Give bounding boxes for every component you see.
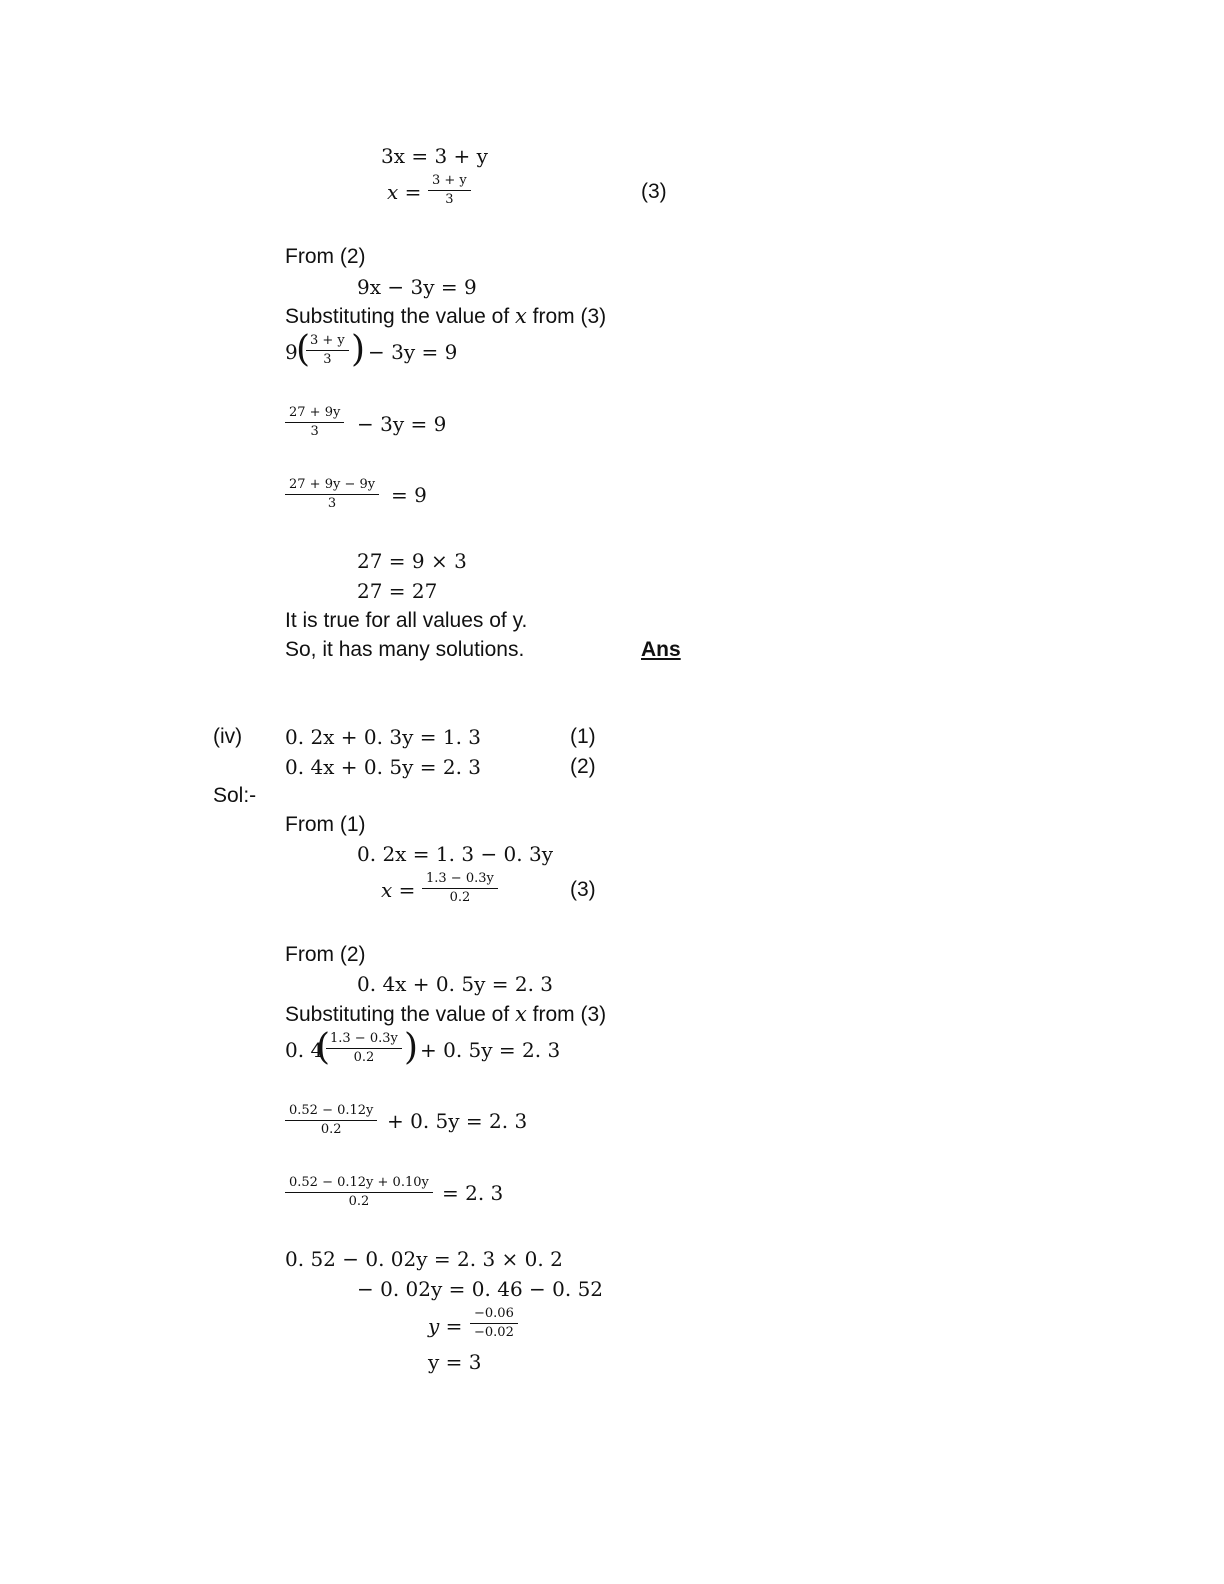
fraction-numerator: 3 + y [428,174,471,191]
t3-rest: = 2. 3 [442,1181,504,1205]
left-paren: ( [296,329,311,370]
solution-label: Sol:- [213,784,257,807]
from-2-heading: From (2) [285,245,366,268]
fraction-denominator: −0.02 [474,1325,514,1340]
step2-rest: − 3y = 9 [357,412,447,436]
equation-label-3: (3) [641,180,667,203]
subst-post: from (3) [526,1003,607,1026]
fraction-t6 [470,1307,518,1340]
step1-rest: − 3y = 9 [368,340,458,364]
equation-27a: 27 = 9 × 3 [357,549,467,573]
answer-marker: Ans [641,638,681,661]
fraction-iv-x [422,872,498,905]
true-statement: It is true for all values of y. [285,609,528,632]
fraction-denominator: 0.2 [348,1194,370,1209]
right-paren: ) [351,329,366,370]
fraction-numerator: −0.06 [470,1307,518,1324]
subst-var: x [515,1002,527,1026]
fraction-numerator: 27 + 9y − 9y [285,478,379,495]
fraction-denominator: 3 [445,192,454,207]
from-2-heading-iv: From (2) [285,943,366,966]
fraction-x [428,174,471,207]
fraction-numerator: 0.52 − 0.12y + 0.10y [285,1176,433,1193]
iv-x-equals: x = [381,878,416,902]
fraction-s1 [306,334,349,367]
x-equals: x = [387,180,422,204]
t6-y-equals: y = [428,1314,463,1338]
subst-post: from (3) [526,305,607,328]
part-iv-label: (iv) [213,725,243,748]
equation-27b: 27 = 27 [357,579,438,603]
substitution-text [285,304,606,329]
iv-label-1: (1) [570,725,596,748]
iv-label-2: (2) [570,755,596,778]
subst-var: x [515,304,527,328]
iv-equation-4: 0. 4x + 0. 5y = 2. 3 [357,972,554,996]
fraction-t1 [326,1032,402,1065]
iv-equation-1: 0. 2x + 0. 3y = 1. 3 [285,725,482,749]
coefficient-9: 9 [285,340,298,364]
step3-rest: = 9 [391,483,427,507]
right-paren: ) [404,1027,419,1068]
fraction-denominator: 0.2 [353,1050,375,1065]
left-paren: ( [316,1027,331,1068]
iv-equation-3: 0. 2x = 1. 3 − 0. 3y [357,842,554,866]
coefficient-0-4: 0. 4 [285,1038,324,1062]
fraction-numerator: 0.52 − 0.12y [285,1104,377,1121]
fraction-s2 [285,406,344,439]
t4-equation: 0. 52 − 0. 02y = 2. 3 × 0. 2 [285,1247,563,1271]
t7-result: y = 3 [428,1350,482,1374]
t5-equation: − 0. 02y = 0. 46 − 0. 52 [357,1277,604,1301]
fraction-t2 [285,1104,377,1137]
equation-9x: 9x − 3y = 9 [357,275,477,299]
conclusion: So, it has many solutions. [285,638,525,661]
equation-3x: 3x = 3 + y [381,144,488,168]
iv-equation-2: 0. 4x + 0. 5y = 2. 3 [285,755,482,779]
fraction-denominator: 3 [327,496,337,511]
substitution-text-iv [285,1002,606,1027]
iv-label-3: (3) [570,878,596,901]
fraction-denominator: 3 [323,352,332,367]
fraction-numerator: 3 + y [306,334,349,351]
from-1-heading: From (1) [285,813,366,836]
t2-rest: + 0. 5y = 2. 3 [387,1109,528,1133]
fraction-t3 [285,1176,433,1209]
fraction-numerator: 1.3 − 0.3y [326,1032,402,1049]
fraction-numerator: 1.3 − 0.3y [422,872,498,889]
fraction-denominator: 0.2 [320,1122,342,1137]
t1-rest: + 0. 5y = 2. 3 [420,1038,561,1062]
subst-pre: Substituting the value of [285,1003,515,1026]
fraction-s3 [285,478,379,511]
fraction-denominator: 0.2 [449,890,471,905]
fraction-denominator: 3 [310,424,319,439]
subst-pre: Substituting the value of [285,305,515,328]
fraction-numerator: 27 + 9y [285,406,344,423]
